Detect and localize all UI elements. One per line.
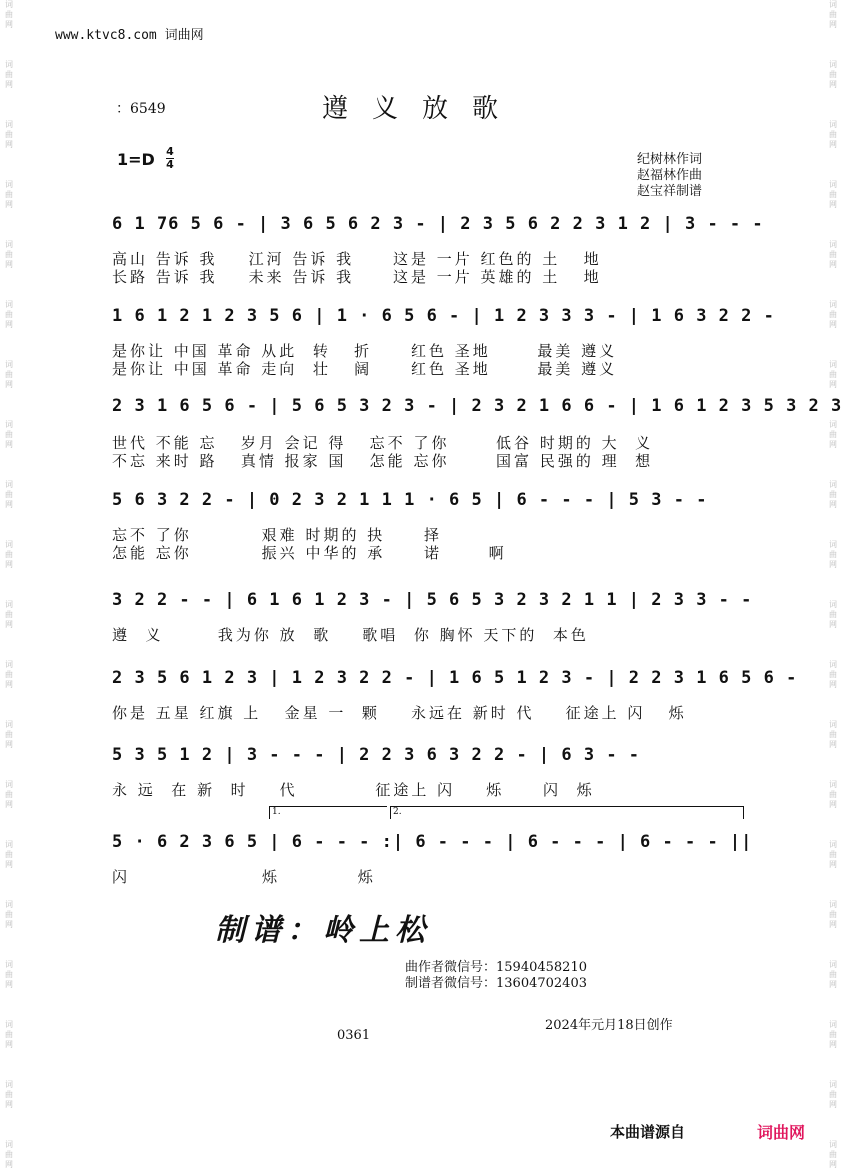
- watermark-text: 词曲网: [829, 1080, 837, 1109]
- watermark-text: 词曲网: [829, 120, 837, 149]
- watermark-text: 词曲网: [5, 360, 13, 389]
- notation-line: 3 2 2 - - | 6 1 6 1 2 3 - | 5 6 5 3 2 3 2 1 1 | 2 3 3 - -: [112, 590, 753, 610]
- watermark-text: 词曲网: [829, 0, 837, 29]
- source-label: 本曲谱源自: [610, 1123, 686, 1141]
- watermark-text: 词曲网: [5, 720, 13, 749]
- lyric-line-2: 长路 告诉 我 未来 告诉 我 这是 一片 英雄的 土 地: [112, 268, 602, 286]
- watermark-text: 词曲网: [829, 1020, 837, 1049]
- watermark-text: 词曲网: [829, 1140, 837, 1169]
- watermark-text: 词曲网: [829, 300, 837, 329]
- song-title: 遵义放歌: [322, 94, 523, 124]
- watermark-text: 词曲网: [829, 600, 837, 629]
- arranger-signature-stamp: 制谱：岭上松: [215, 913, 431, 948]
- composer: 赵福林作曲: [637, 168, 703, 183]
- watermark-text: 词曲网: [829, 720, 837, 749]
- lyric-line-1: 永 远 在 新 时 代 征途上 闪 烁 闪 烁: [112, 781, 595, 799]
- lyric-line-2: 怎能 忘你 振兴 中华的 承 诺 啊: [112, 544, 507, 562]
- lyric-line-1: 你是 五星 红旗 上 金星 一 颗 永远在 新时 代 征途上 闪 烁: [112, 704, 687, 722]
- arranger: 赵宝祥制谱: [637, 184, 703, 199]
- lyric-line-2: 不忘 来时 路 真情 报家 国 怎能 忘你 国富 民强的 理 想: [112, 452, 654, 470]
- watermark-text: 词曲网: [5, 60, 13, 89]
- notation-line: 5 · 6 2 3 6 5 | 6 - - - :| 6 - - - | 6 - - - | 6 - - - ||: [112, 832, 753, 852]
- key-signature: 1=D: [117, 150, 155, 169]
- watermark-text: 词曲网: [829, 420, 837, 449]
- watermark-text: 词曲网: [5, 600, 13, 629]
- notation-line: 6 1 76 5 6 - | 3 6 5 6 2 3 - | 2 3 5 6 2 2 3 1 2 | 3 - - -: [112, 214, 764, 234]
- watermark-text: 词曲网: [5, 1140, 13, 1169]
- watermark-text: 词曲网: [5, 900, 13, 929]
- watermark-text: 词曲网: [829, 360, 837, 389]
- watermark-text: 词曲网: [5, 540, 13, 569]
- watermark-text: 词曲网: [5, 480, 13, 509]
- notation-line: 5 6 3 2 2 - | 0 2 3 2 1 1 1 · 6 5 | 6 - - - | 5 3 - -: [112, 490, 708, 510]
- watermark-text: 词曲网: [829, 900, 837, 929]
- lyric-line-1: 闪 烁 烁: [112, 868, 376, 886]
- watermark-text: 词曲网: [829, 540, 837, 569]
- source-site-link[interactable]: 词曲网: [757, 1123, 806, 1142]
- watermark-text: 词曲网: [5, 0, 13, 29]
- creation-date: 2024年元月18日创作: [545, 1018, 673, 1033]
- credits: [637, 152, 702, 200]
- lyric-line-1: 世代 不能 忘 岁月 会记 得 忘不 了你 低谷 时期的 大 义: [112, 434, 654, 452]
- right-watermark-strip: [826, 0, 840, 1171]
- notation-line: 2 3 1 6 5 6 - | 5 6 5 3 2 3 - | 2 3 2 1 6 6 - | 1 6 1 2 3 5 3 2 3: [112, 396, 842, 416]
- time-signature: 4 4: [166, 145, 174, 171]
- watermark-text: 词曲网: [829, 960, 837, 989]
- composer-wechat: 曲作者微信号：15940458210: [405, 960, 587, 975]
- lyric-line-2: 是你让 中国 革命 走向 壮 阔 红色 圣地 最美 遵义: [112, 360, 618, 378]
- wechat-contacts: [405, 960, 587, 992]
- watermark-text: 词曲网: [829, 480, 837, 509]
- watermark-text: 词曲网: [829, 780, 837, 809]
- notation-line: 1 6 1 2 1 2 3 5 6 | 1 · 6 5 6 - | 1 2 3 3 3 - | 1 6 3 2 2 -: [112, 306, 775, 326]
- watermark-text: 词曲网: [829, 180, 837, 209]
- site-url[interactable]: www.ktvc8.com 词曲网: [55, 28, 204, 43]
- lyric-line-1: 忘不 了你 艰难 时期的 抉 择: [112, 526, 443, 544]
- watermark-text: 词曲网: [829, 240, 837, 269]
- watermark-text: 词曲网: [5, 780, 13, 809]
- watermark-text: 词曲网: [5, 960, 13, 989]
- notation-line: 5 3 5 1 2 | 3 - - - | 2 2 3 6 3 2 2 - | 6 3 - -: [112, 745, 641, 765]
- watermark-text: 词曲网: [5, 1080, 13, 1109]
- lyric-line-1: 遵 义 我为你 放 歌 歌唱 你 胸怀 天下的 本色: [112, 626, 589, 644]
- song-number: ：6549: [116, 101, 166, 117]
- notation-line: 2 3 5 6 1 2 3 | 1 2 3 2 2 - | 1 6 5 1 2 3 - | 2 2 3 1 6 5 6 -: [112, 668, 798, 688]
- page-code: 0361: [337, 1028, 371, 1043]
- arranger-wechat: 制谱者微信号：13604702403: [405, 976, 587, 991]
- watermark-text: 词曲网: [5, 240, 13, 269]
- watermark-text: 词曲网: [829, 60, 837, 89]
- volta-second-ending: 2.: [390, 806, 744, 819]
- lyric-line-1: 高山 告诉 我 江河 告诉 我 这是 一片 红色的 土 地: [112, 250, 602, 268]
- volta-first-ending: 1.: [269, 806, 387, 819]
- watermark-text: 词曲网: [5, 300, 13, 329]
- lyricist: 纪树林作词: [637, 152, 703, 167]
- lyric-line-1: 是你让 中国 革命 从此 转 折 红色 圣地 最美 遵义: [112, 342, 618, 360]
- watermark-text: 词曲网: [5, 840, 13, 869]
- watermark-text: 词曲网: [5, 1020, 13, 1049]
- left-watermark-strip: [2, 0, 16, 1171]
- watermark-text: 词曲网: [5, 180, 13, 209]
- watermark-text: 词曲网: [5, 420, 13, 449]
- watermark-text: 词曲网: [829, 660, 837, 689]
- watermark-text: 词曲网: [829, 840, 837, 869]
- watermark-text: 词曲网: [5, 660, 13, 689]
- watermark-text: 词曲网: [5, 120, 13, 149]
